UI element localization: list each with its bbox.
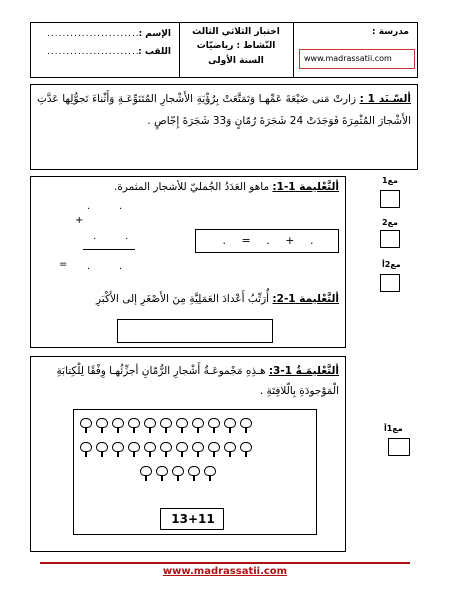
grade-box-2[interactable]	[380, 230, 400, 248]
pomegranate-tree-icon[interactable]	[111, 418, 125, 434]
task2-text: أُرَتِّبُ أَعْدادَ العَمَلِيَّةِ مِنَ الأَصْغَرِ إلى الأَكْبَرِ	[95, 293, 270, 305]
pomegranate-tree-icon[interactable]	[159, 442, 173, 458]
sanad-body: زارتْ مَنى ضَيْعَةَ عَمِّهـا وَتَمَتَّعَتْ بِرُؤْيَةِ الأَشْجارِ المُتَنَوِّعَـةِ وَأَثْناءَ تَجوُّلِها عَدَّتِ الأَشْجارَ المُثْمِرَةَ فَوَجَدَتْ 24 شَجَرَةَ رُمّانٍ وَ33 شَجَرَةَ إِجّاصٍ .	[37, 93, 411, 127]
scratch-line	[83, 249, 135, 250]
footer-line	[40, 562, 410, 564]
pomegranate-tree-icon[interactable]	[95, 418, 109, 434]
pomegranate-tree-icon[interactable]	[143, 418, 157, 434]
scratch-dot-6: .	[119, 261, 123, 272]
school-label: مدرسة :	[372, 27, 409, 37]
pomegranate-tree-icon[interactable]	[191, 418, 205, 434]
pomegranate-tree-icon[interactable]	[127, 442, 141, 458]
tree-row	[78, 442, 254, 462]
pomegranate-tree-icon[interactable]	[223, 442, 237, 458]
task2-title: ألتَّعْليمة 1-2:	[272, 293, 339, 305]
tree-row	[138, 466, 218, 486]
scratch-eq: =	[59, 259, 68, 270]
activity-label: النّشاط : رياضيّات	[196, 41, 276, 51]
task3-box	[30, 356, 346, 552]
scratch-dot-5: .	[87, 261, 91, 272]
task3-title: ألتَّعْليمَـةُ 1-3:	[268, 365, 339, 377]
surname-field[interactable]: ........................	[47, 47, 140, 57]
header-box	[30, 22, 418, 78]
header-divider-right	[293, 23, 294, 77]
pomegranate-tree-icon[interactable]	[127, 418, 141, 434]
grade-box-1[interactable]	[380, 190, 400, 208]
trees-frame	[73, 409, 317, 535]
pomegranate-tree-icon[interactable]	[187, 466, 201, 482]
pomegranate-tree-icon[interactable]	[175, 442, 189, 458]
sanad-box	[30, 84, 418, 170]
header-divider-left	[179, 23, 180, 77]
pomegranate-tree-icon[interactable]	[239, 442, 253, 458]
scratch-dot-3: .	[93, 231, 97, 242]
task3-text-block	[39, 361, 339, 401]
pomegranate-tree-icon[interactable]	[95, 442, 109, 458]
pomegranate-tree-icon[interactable]	[111, 442, 125, 458]
grade-box-4[interactable]	[388, 438, 410, 456]
grade-label: السنة الأولى	[208, 56, 264, 66]
header-website: www.madrassatii.com	[304, 54, 392, 63]
surname-label: اللقب :	[138, 47, 171, 57]
pomegranate-tree-icon[interactable]	[207, 442, 221, 458]
name-field[interactable]: ........................	[47, 29, 140, 39]
pomegranate-tree-icon[interactable]	[207, 418, 221, 434]
grade-label-1: مع1	[382, 176, 398, 185]
grade-label-2: مع2	[382, 218, 398, 227]
pomegranate-tree-icon[interactable]	[223, 418, 237, 434]
task3-text: هـذِهِ مَجْموعَـةُ أَشْجارِ الرُّمّانِ أجزِّئُهـا وِفْقًا لِلْكِتابَةِ الْمَوْجودَةِ بِالّلافِتَةِ .	[56, 365, 339, 397]
sign-board	[160, 508, 224, 530]
scratch-dot-4: .	[125, 231, 129, 242]
name-label: الإسم :	[138, 29, 171, 39]
sign-text: 13+11	[171, 512, 215, 526]
pomegranate-tree-icon[interactable]	[79, 442, 93, 458]
task1-text: ماهو العَدَدُ الجُمليّ للأشجار المثمرة.	[114, 181, 270, 193]
equation-box[interactable]	[195, 229, 339, 253]
exam-title: اختبار الثلاثي الثالث	[192, 27, 280, 37]
scratch-plus: +	[75, 215, 84, 226]
website-box	[299, 49, 415, 69]
pomegranate-tree-icon[interactable]	[171, 466, 185, 482]
grade-label-4: مع1أ	[384, 424, 403, 433]
order-answer-box[interactable]	[117, 319, 273, 343]
scratch-dot-1: .	[87, 201, 91, 212]
sanad-text	[37, 88, 411, 132]
footer-website[interactable]: www.madrassatii.com	[162, 566, 288, 577]
pomegranate-tree-icon[interactable]	[139, 466, 153, 482]
pomegranate-tree-icon[interactable]	[239, 418, 253, 434]
grade-label-3: مع2أ	[382, 260, 401, 269]
pomegranate-tree-icon[interactable]	[143, 442, 157, 458]
pomegranate-tree-icon[interactable]	[203, 466, 217, 482]
task2-line	[39, 293, 339, 305]
equation-text: . = . + .	[222, 234, 314, 247]
tasks-box	[30, 176, 346, 348]
scratch-dot-2: .	[119, 201, 123, 212]
grade-box-3[interactable]	[380, 274, 400, 292]
sanad-title: ألسّـنَد 1 :	[359, 93, 411, 105]
pomegranate-tree-icon[interactable]	[191, 442, 205, 458]
tree-row	[78, 418, 254, 438]
task1-title: ألتَّعْليمة 1-1:	[272, 181, 339, 193]
pomegranate-tree-icon[interactable]	[175, 418, 189, 434]
pomegranate-tree-icon[interactable]	[79, 418, 93, 434]
pomegranate-tree-icon[interactable]	[155, 466, 169, 482]
pomegranate-tree-icon[interactable]	[159, 418, 173, 434]
task1-line	[39, 181, 339, 193]
